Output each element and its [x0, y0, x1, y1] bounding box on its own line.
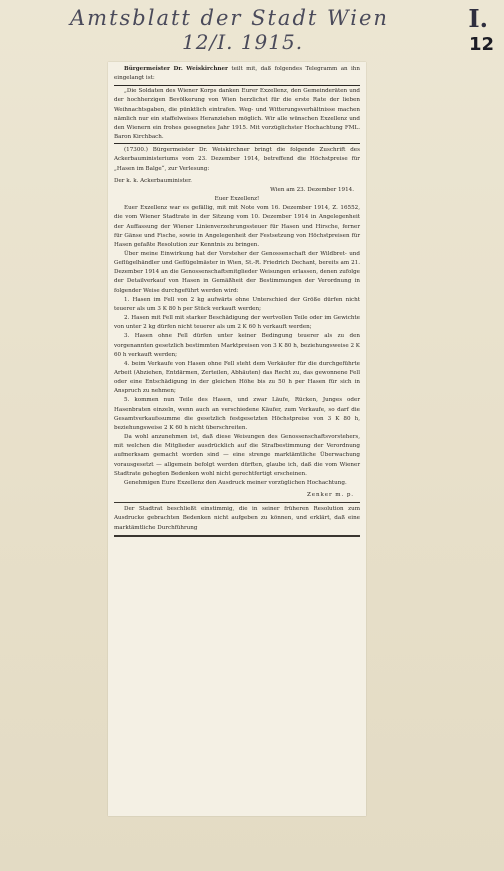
handwritten-numeral: I.	[468, 4, 488, 33]
handwritten-title: Amtsblatt der Stadt Wien	[70, 6, 389, 30]
intro-text: teilt mit, daß folgendes Telegramm an ihn eingelangt ist:	[114, 66, 361, 82]
page-number: 12	[468, 34, 494, 55]
paragraph-2: Über meine Einwirkung hat der Vorsteher der Genossenschaft der Wildbret- und Geflügelhändler und Geflügelmäster in Wien, St.-R. Friedrich Dechant, bereits am 21. Dezember 1914 an die Genossenschaftsmitglieder Weisungen erlassen, denen zufolge der Detailverkauf von Hasen in Gemäßheit der Bestimmungen der Verordnung in folgender Weise durchgeführt werden wird:	[114, 250, 360, 294]
paragraph-1: Euer Exzellenz war es gefällig, mit mit Note vom 16. Dezember 1914, Z. 16552, die vom Wiener Stadtrate in der Sitzung vom 10. Dezember 1914 in Angelegenheit der Auffassung der Wiener Linienverzehrungssteuer für Hasen und Hirsche, ferner für Gänse und Fische, sowie in Angelegenheit der Festsetzung von Höchstpreisen für Hasen gefaßte Resolution zur Kenntnis zu bringen.	[114, 205, 360, 248]
clipping-text	[108, 62, 366, 537]
list-item-3: 3. Hasen ohne Fell dürfen unter keiner Bedingung teuerer als zu den vorgenannten gesetzlich bestimmten Marktpreisen von 3 K 80 h, beziehungsweise 2 K 60 h verkauft werden;	[114, 333, 360, 358]
handwritten-date: 12/I. 1915.	[182, 30, 304, 54]
sender-right: Wien am 23. Dezember 1914.	[270, 186, 354, 193]
notice-paragraph: (17300.) Bürgermeister Dr. Weiskirchner bringt die folgende Zuschrift des Ackerbauministeriums vom 23. Dezember 1914, betreffend die Höchstpreise für „Hasen im Balge“, zur Verlesung:	[114, 147, 360, 172]
bottom-rule	[114, 535, 360, 537]
list-item-4: 4. beim Verkaufe von Hasen ohne Fell steht dem Verkäufer für die durchgeführte Arbeit (Abziehen, Entdärmen, Zerteilen, Abhäuten) das Recht zu, das gewonnene Fell oder eine Entschädigung in der gleichen Höhe bis zu 50 h per Hasen für sich in Anspruch zu nehmen;	[114, 360, 360, 395]
paragraph-3: Da wohl anzunehmen ist, daß diese Weisungen des Genossenschaftsvorstehers, mit welchen die Mitglieder ausdrücklich auf die Strafbestimmung der Verordnung aufmerksam gemacht worden sind — eine strenge marktämtliche Überwachung vorausgesetzt — allgemein befolgt werden dürften, glaube ich, daß die vom Wiener Stadtrate gehegten Bedenken wohl nicht gerechtfertigt erscheinen.	[114, 434, 360, 477]
handwritten-header	[70, 6, 490, 56]
list-item-5: 5. kommen nun Teile des Hasen, und zwar Läufe, Rücken, Junges oder Hasenbraten einzeln, wenn auch an verschiedene Käufer, zum Verkaufe, so darf die Gesamtverkaufssumme die gesetzlich festgesetzten Höchstpreise von 3 K 80 h, beziehungsweise 2 K 60 h nicht überschreiten.	[114, 397, 360, 431]
sender-left: Der k. k. Ackerbauminister.	[114, 177, 192, 184]
telegram-text: „Die Soldaten des Wiener Korps danken Eurer Exzellenz, den Gemeinderäten und der hochherzigen Bevölkerung von Wien herzlichst für die erste Rate der lieben Weihnachtsgaben, die pünktlich eintrafen. Weg- und Witterungsverhältnisse machen nämlich nur ein staffelweises Heranziehen möglich. Wir alle wünschen Exzellenz und den Wienern ein frohes gesegnetes Jahr 1915. Mit vorzüglichster Hochachtung FML. Baron Kirchbach.	[114, 88, 360, 141]
salutation: Euer Exzellenz!	[214, 196, 260, 203]
newspaper-clipping	[108, 62, 366, 816]
signature: Zenker m. p.	[307, 492, 354, 499]
list-item-1: 1. Hasen im Fell von 2 kg aufwärts ohne Unterschied der Größe dürfen nicht teuerer als um 3 K 80 h per Stück verkauft werden;	[114, 296, 360, 312]
intro-paragraph	[114, 65, 360, 83]
intro-name: Bürgermeister Dr. Weiskirchner	[124, 66, 228, 72]
divider	[114, 502, 360, 503]
telegram-box	[114, 85, 360, 144]
list-item-2: 2. Hasen mit Fell mit starker Beschädigung der wertvollen Teile oder im Gewichte von unter 2 kg dürfen nicht teuerer als um 2 K 60 h verkauft werden;	[114, 315, 360, 331]
closing-paragraph: Der Stadtrat beschließt einstimmig, die in seiner früheren Resolution zum Ausdrucke gebrachten Bedenken nicht aufgeben zu können, und erklärt, daß eine marktämtliche Durchführung	[114, 506, 360, 531]
paragraph-4: Genehmigen Eure Exzellenz den Ausdruck meiner vorzüglichen Hochachtung.	[124, 479, 347, 486]
